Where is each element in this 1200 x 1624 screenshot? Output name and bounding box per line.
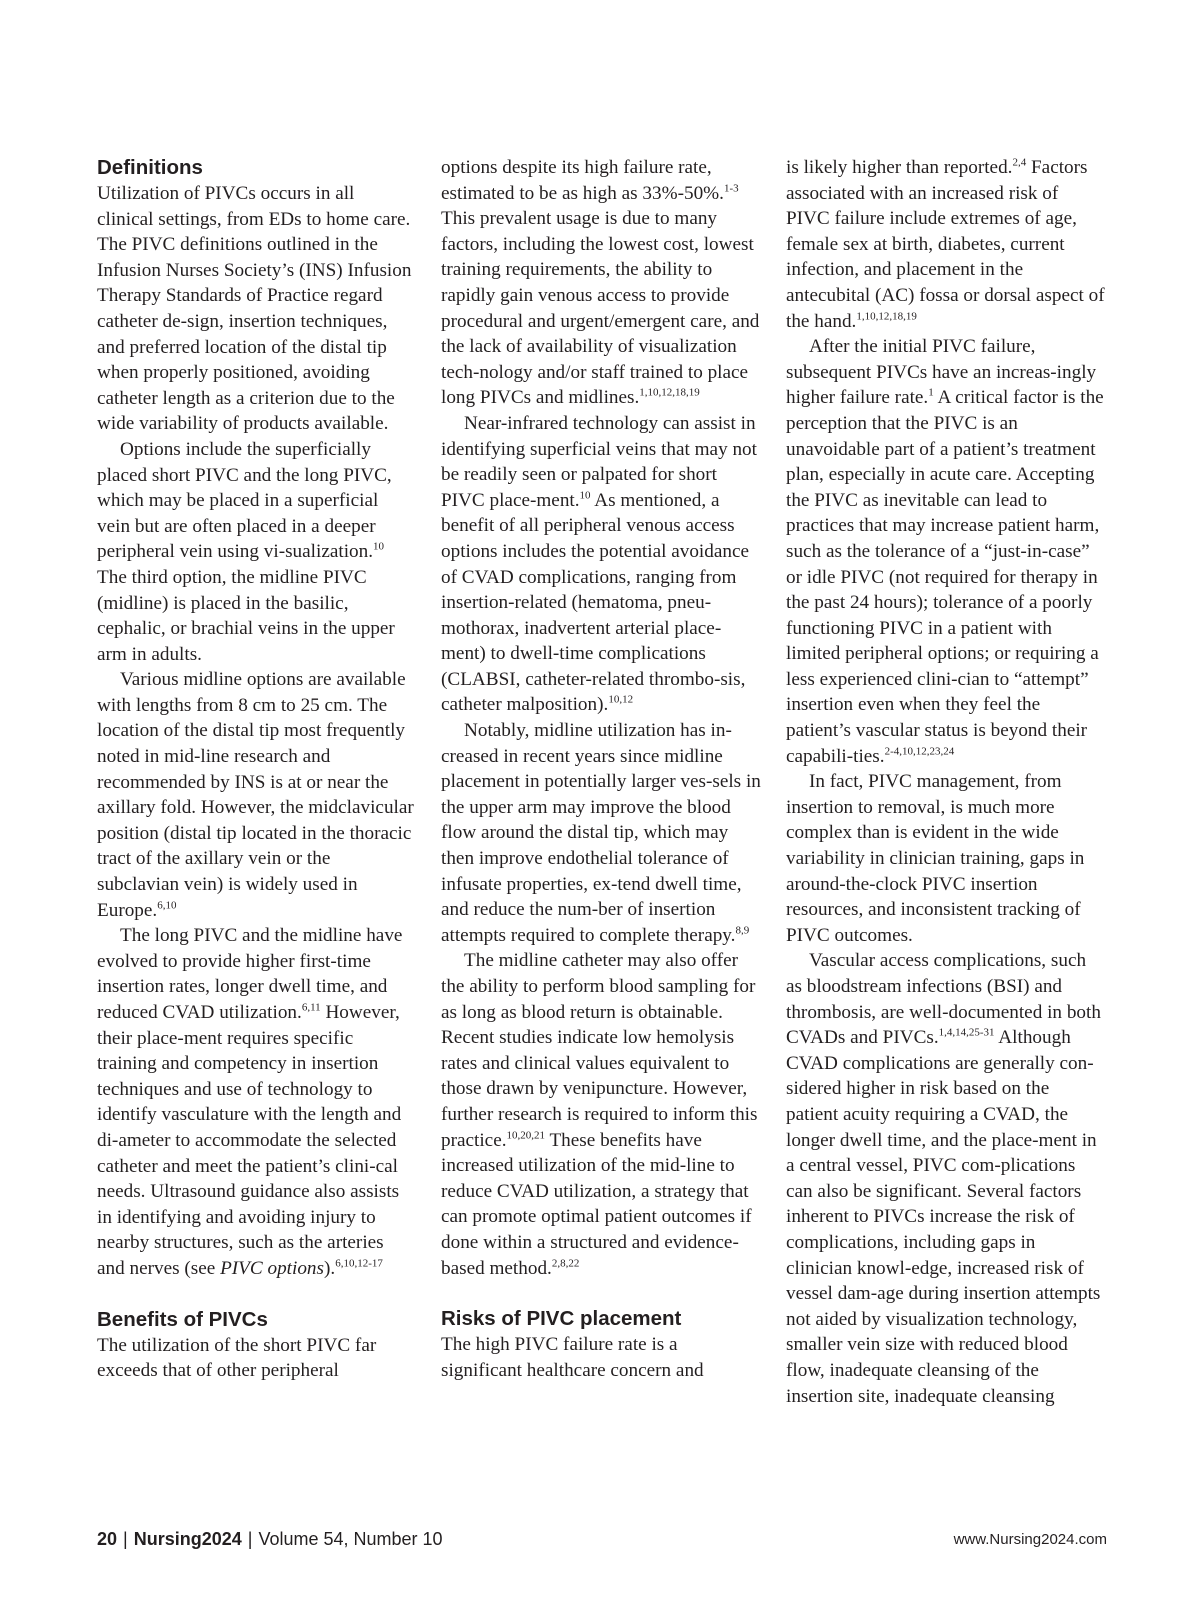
footer-separator: | <box>247 1529 253 1549</box>
paragraph: The utilization of the short PIVC far exceeds that of other peripheral <box>97 1334 377 1382</box>
citation: 1 <box>928 386 934 399</box>
section-heading-definitions: Definitions <box>97 156 203 179</box>
volume-info: Volume 54, Number 10 <box>258 1529 443 1549</box>
section-heading-risks: Risks of PIVC placement <box>441 1307 682 1331</box>
citation: 6,11 <box>301 1001 321 1014</box>
paragraph: The high PIVC failure rate is a significant healthcare concern and <box>441 1334 704 1381</box>
paragraph: The midline catheter may also offer the ability to perform blood sampling for as long as blood return is obtainable. Recent studies indicate low hemolysis rates and clinical values equivalent to those drawn by venipuncture. However, further research is required to inform this practice.$^{10,20,21}$ These benefits have increased utilization of the mid-line to reduce CVAD utilization, a strategy that can promote optimal patient outcomes if done within a structured and evidence-based method.$^{2,8,22}$ <box>441 950 758 1279</box>
citation: 2,4 <box>1012 156 1027 169</box>
footer-separator: | <box>123 1529 128 1549</box>
journal-name: Nursing2024 <box>133 1529 242 1549</box>
paragraph: Utilization of PIVCs occurs in all clinical settings, from EDs to home care. The PIVC definitions outlined in the Infusion Nurses Society’s (INS) Infusion Therapy Standards of Practice regard catheter de-sign, insertion techniques, and preferred location of the distal tip when properly positioned, avoiding catheter length as a criterion due to the wide variability of products available. <box>97 183 412 435</box>
citation: 10 <box>579 489 591 502</box>
citation: 1,10,12,18,19 <box>639 386 700 399</box>
paragraph: In fact, PIVC management, from insertion to removal, is much more complex than is evident in the wide variability in clinician training, gaps in around-the-clock PIVC insertion resources, and inconsistent tracking of PIVC outcomes. <box>786 771 1085 946</box>
citation: 10,12 <box>608 694 634 707</box>
section-heading-benefits: Benefits of PIVCs <box>97 1307 268 1331</box>
citation: 10 <box>373 540 385 553</box>
citation: 2,8,22 <box>551 1257 580 1270</box>
column-3 <box>786 155 1106 1409</box>
page-number: 20 <box>97 1529 118 1549</box>
paragraph: Vascular access complications, such as bloodstream infections (BSI) and thrombosis, are well-documented in both CVADs and PIVCs.$^{1,4,14,25-31}$ Although CVAD complications are generally con-sidered higher in risk based on the patient acuity requiring a CVAD, the longer dwell time, and the place-ment in a central vessel, PIVC com-plications can also be significant. Several factors inherent to PIVCs increase the risk of complications, including gaps in clinician knowl-edge, increased risk of vessel dam-age during insertion attempts not aided by visualization technology, smaller vein size with reduced blood flow, inadequate cleansing of the insertion site, inadequate cleansing <box>786 950 1101 1407</box>
column-2 <box>441 155 761 1383</box>
footer-citation <box>97 1526 443 1552</box>
citation: 10,20,21 <box>506 1129 546 1142</box>
figure-reference: PIVC options <box>220 1257 324 1279</box>
citation: 1,10,12,18,19 <box>856 310 917 323</box>
paragraph: Notably, midline utilization has in-creased in recent years since midline placement in potentially larger ves-sels in the upper arm may improve the blood flow around the distal tip, which may then improve endothelial tolerance of infusate properties, ex-tend dwell time, and reduce the num-ber of insertion attempts required to complete therapy.$^{8,9}$ <box>441 720 761 946</box>
column-1 <box>97 155 415 1384</box>
website-link[interactable]: www.Nursing2024.com <box>953 1531 1107 1548</box>
paragraph: After the initial PIVC failure, subsequent PIVCs have an increas-ingly higher failure rate.$^1$ A critical factor is the perception that the PIVC is an unavoidable part of a patient’s treatment plan, especially in acute care. Accepting the PIVC as inevitable can lead to practices that may increase patient harm, such as the tolerance of a “just-in-case” or idle PIVC (not required for therapy in the past 24 hours); tolerance of a poorly functioning PIVC in a patient with limited peripheral options; or requiring a less experienced clini-cian to “attempt” insertion even when they feel the patient’s vascular status is beyond their capabili-ties.$^{2-4,10,12,23,24}$ <box>786 336 1104 767</box>
paragraph: Various midline options are available with lengths from 8 cm to 25 cm. The location of the distal tip most frequently noted in mid-line research and recommended by INS is at or near the axillary fold. However, the midclavicular position (distal tip located in the thoracic tract of the axillary vein or the subclavian vein) is widely used in Europe.$^{6,10}$ <box>97 669 414 921</box>
paragraph: Near-infrared technology can assist in identifying superficial veins that may not be readily seen or palpated for short PIVC place-ment.$^{10}$ As mentioned, a benefit of all peripheral venous access options includes the potential avoidance of CVAD complications, ranging from insertion-related (hematoma, pneu-mothorax, inadvertent arterial place-ment) to dwell-time complications (CLABSI, catheter-related thrombo-sis, catheter malposition).$^{10,12}$ <box>441 412 757 716</box>
citation: 2-4,10,12,23,24 <box>884 745 955 758</box>
citation: 6,10 <box>157 899 177 912</box>
paragraph: options despite its high failure rate, estimated to be as high as 33%-50%.$^{1-3}$ This prevalent usage is due to many factors, including the lowest cost, lowest training requirements, the ability to rapidly gain venous access to provide procedural and urgent/emergent care, and the lack of availability of visualization tech-nology and/or staff trained to place long PIVCs and midlines.$^{1,10,12,18,19}$ <box>441 157 760 409</box>
page-footer <box>97 1526 1107 1552</box>
citation: 1-3 <box>723 182 739 195</box>
paragraph: Options include the superficially placed short PIVC and the long PIVC, which may be placed in a superficial vein but are often placed in a deeper peripheral vein using vi-sualization.$^{10}$ The third option, the midline PIVC (midline) is placed in the basilic, cephalic, or brachial veins in the upper arm in adults. <box>97 438 395 665</box>
paragraph: The long PIVC and the midline have evolved to provide higher first-time insertion rates, longer dwell time, and reduced CVAD utilization.$^{6,11}$ However, their place-ment requires specific training and competency in insertion techniques and use of technology to identify vasculature with the length and di-ameter to accommodate the selected catheter and meet the patient’s clini-cal needs. Ultrasound guidance also assists in identifying and avoiding injury to nearby structures, such as the arteries and nerves (see PIVC options).$^{6,10,12-17}$ <box>97 925 403 1279</box>
citation: 8,9 <box>735 924 750 937</box>
paragraph: is likely higher than reported.$^{2,4}$ Factors associated with an increased risk of PIVC failure include extremes of age, female sex at birth, diabetes, current infection, and placement in the antecubital (AC) fossa or dorsal aspect of the hand.$^{1,10,12,18,19}$ <box>786 156 1105 332</box>
citation: 1,4,14,25-31 <box>938 1026 995 1039</box>
citation: 6,10,12-17 <box>335 1257 383 1270</box>
